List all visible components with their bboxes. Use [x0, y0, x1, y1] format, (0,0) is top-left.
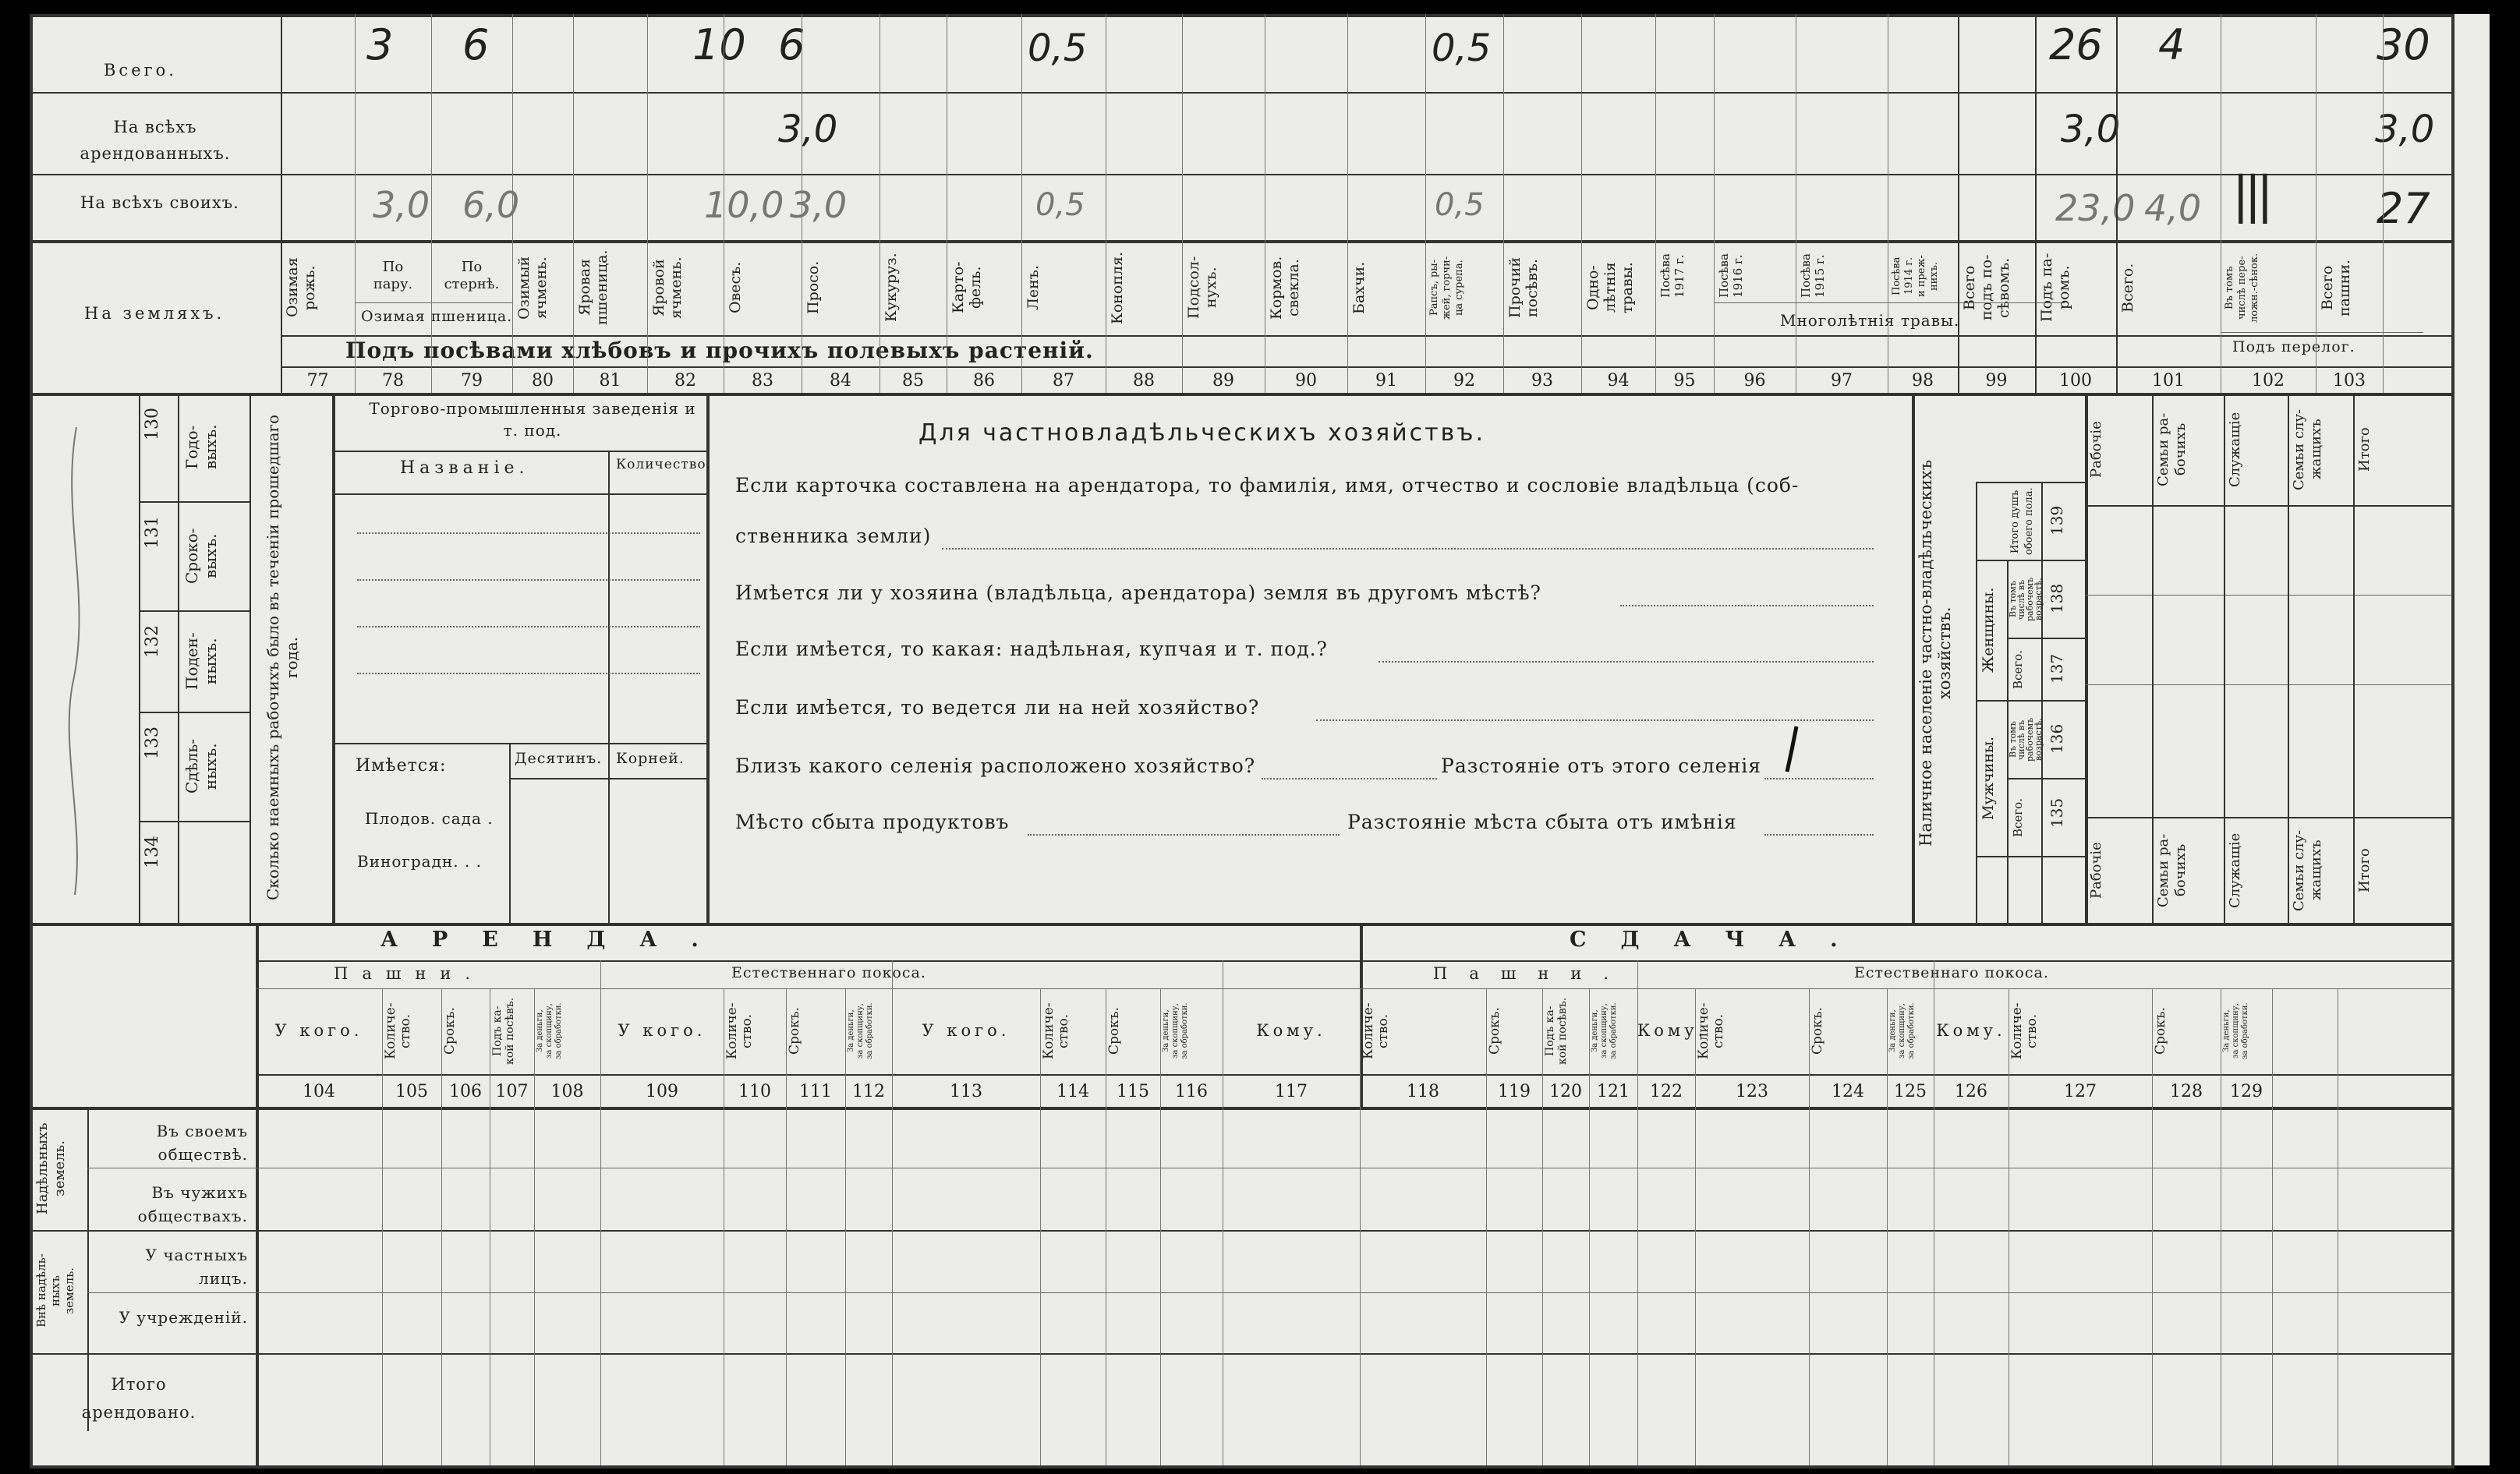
lease-num-113: 113 [950, 1082, 982, 1101]
crop-header-84: Просо. [805, 260, 822, 315]
lease-num-110: 110 [738, 1082, 771, 1101]
lease-col-110: Количе- ство. [724, 1002, 755, 1060]
lease-num-123: 123 [1736, 1082, 1768, 1101]
lease-col-122: Кому. [1637, 1021, 1708, 1040]
col-num-87: 87 [1053, 371, 1074, 391]
col-num-103: 103 [2333, 371, 2366, 391]
private-q4: Если имѣется, то ведется ли на ней хозяйство? [735, 696, 1260, 719]
lease-col-125: За деньги, за скопщину, за обработки. [1888, 1002, 1916, 1060]
col-num-85: 85 [902, 371, 924, 391]
lease-num-116: 116 [1175, 1082, 1208, 1101]
trade-title: Торгово-промышленныя заведенія и т. под. [369, 399, 696, 440]
staff-bottom-4: Итого [2356, 848, 2373, 893]
lease-num-128: 128 [2170, 1082, 2203, 1101]
trade-korney: Корней. [616, 750, 685, 767]
crop-header-86: Карто- фель. [950, 261, 984, 314]
col-num-94: 94 [1607, 371, 1630, 391]
lease-num-118: 118 [1407, 1082, 1439, 1101]
worker-num-134: 134 [143, 836, 162, 868]
staff-top-2: Служащіе [2227, 412, 2243, 487]
row-label-svoi: На всѣхъ своихъ. [80, 193, 239, 212]
private-q6b: Разстояніе мѣста сбыта отъ имѣнія [1347, 811, 1737, 833]
worker-num-132: 132 [143, 625, 162, 658]
col-num-82: 82 [674, 371, 696, 391]
private-q5a: Близъ какого селенія расположено хозяйство? [735, 755, 1256, 777]
lease-num-115: 115 [1117, 1082, 1149, 1101]
worker-label-130: Годо- выхъ. [182, 424, 220, 470]
crop-header-93: Прочий посѣвъ. [1506, 256, 1541, 319]
crop-header-87: Ленъ. [1025, 265, 1042, 310]
crop-header-90: Кормов. свекла. [1268, 256, 1302, 320]
sdacha-title: СДАЧА. [1570, 928, 1872, 952]
col-num-77: 77 [306, 371, 329, 391]
arenda-pashni: Пашни. [334, 964, 485, 983]
lease-num-109: 109 [646, 1082, 678, 1101]
crop-header-100: Подъ па- ромъ. [2038, 253, 2072, 323]
col-num-98: 98 [1912, 371, 1934, 391]
row-label-zemli: На земляхъ. [84, 304, 225, 323]
col-num-80: 80 [532, 371, 554, 391]
worker-num-130: 130 [143, 408, 162, 440]
worker-label-133: Сдѣль- ныхъ. [182, 738, 220, 794]
hired-workers-caption: Сколько наемныхъ рабочихъ было въ теченіи прошедшаго года. [264, 414, 301, 900]
pop-women-working: Въ томъ числѣ въ рабочемъ возрастѣ. [2008, 577, 2044, 622]
lease-num-126: 126 [1955, 1082, 1987, 1101]
worker-label-131: Сроко- выхъ. [182, 528, 220, 584]
crop-header-99: Всего подъ по- сѣвомъ. [1961, 254, 2012, 321]
pop-col-139: 139 [2048, 505, 2066, 536]
lease-num-112: 112 [852, 1082, 885, 1101]
lease-num-108: 108 [550, 1082, 584, 1101]
pen-mark [1776, 723, 1807, 778]
crop-header-78: По пару. [373, 259, 413, 292]
lease-num-125: 125 [1894, 1082, 1927, 1101]
lease-col-124: Срокъ. [1810, 1007, 1825, 1055]
crop-header-77: Озимая рожь. [284, 257, 318, 318]
crop-header-88: Конопля. [1109, 251, 1126, 324]
row-itogo-arendovano: Итого арендовано. [81, 1375, 196, 1422]
hw-vsego-100: 4 [2158, 20, 2186, 69]
lease-col-121: За деньги, за скопщину, за обработки. [1591, 1002, 1618, 1060]
pop-col-138: 138 [2048, 583, 2066, 614]
lease-col-126: Кому. [1936, 1021, 2006, 1040]
hw-arend-83: 3,0 [778, 108, 838, 151]
col-num-83: 83 [752, 371, 773, 391]
trade-desyatin: Десятинъ. [515, 750, 603, 767]
group-nadel-label: Надѣльныхъ земель. [34, 1122, 68, 1214]
pop-women-label: Женщины. [1980, 587, 1997, 673]
lease-col-119: Срокъ. [1487, 1007, 1502, 1055]
hw-vsego-77: 3 [366, 20, 394, 69]
winter-wheat-group-label: Озимая пшеница. [361, 308, 513, 325]
lease-col-111: Срокъ. [787, 1007, 802, 1055]
crop-header-101: Всего. [2119, 263, 2136, 313]
pop-total-label: Итого душъ обоего пола. [2009, 487, 2035, 556]
census-card [30, 14, 2490, 1465]
worker-num-131: 131 [143, 516, 162, 549]
hw-vsego-103: 30 [2377, 20, 2430, 69]
lease-col-109: У кого. [618, 1021, 706, 1040]
trade-sad: Плодов. сада . [365, 809, 494, 828]
lease-col-113: У кого. [922, 1021, 1010, 1040]
hw-svoi-86: 0,5 [1035, 187, 1085, 223]
worker-label-134 [182, 827, 245, 917]
staff-top-1: Семьи ра- бочихъ [2155, 412, 2189, 486]
col-num-84: 84 [830, 371, 851, 391]
arenda-title: АРЕНДА. [380, 928, 733, 952]
lease-col-104: У кого. [274, 1021, 363, 1040]
hw-vsego-99: 26 [2049, 20, 2103, 69]
pop-col-135: 135 [2048, 797, 2066, 829]
col-num-78: 78 [382, 371, 404, 391]
pencil-scribble [53, 419, 100, 903]
arenda-pokos: Естественнаго покоса. [731, 964, 926, 981]
lease-num-127: 127 [2064, 1082, 2097, 1101]
col-num-86: 86 [973, 371, 995, 391]
col-num-97: 97 [1831, 371, 1853, 391]
row-chuzhih-obsh: Въ чужихъ обществахъ. [137, 1183, 248, 1225]
crop-header-89: Подсол- нухъ. [1185, 256, 1219, 320]
hw-vsego-78: 6 [462, 20, 490, 69]
trade-vinograd: Виноградн. . . [357, 852, 483, 871]
staff-top-4: Итого [2356, 427, 2373, 472]
lease-num-124: 124 [1832, 1082, 1864, 1101]
private-q1a: Если карточка составлена на арендатора, то фамилія, имя, отчество и сословіе владѣльца (соб- [735, 474, 1800, 497]
crop-header-85: Кукуруз. [883, 253, 900, 323]
lease-num-129: 129 [2230, 1082, 2263, 1101]
lease-num-119: 119 [1498, 1082, 1531, 1101]
hw-svoi-83: 3,0 [790, 184, 848, 226]
lease-col-114: Количе- ство. [1041, 1002, 1071, 1060]
lease-col-116: За деньги, за скопщину, за обработки. [1162, 1002, 1189, 1060]
staff-bottom-2: Служащіе [2227, 832, 2243, 908]
pop-col-137: 137 [2048, 653, 2066, 684]
staff-top-3: Семьи слу- жащихъ [2291, 408, 2324, 490]
lease-num-111: 111 [799, 1082, 832, 1101]
row-chastnyh-lits: У частныхъ лицъ. [145, 1246, 248, 1288]
hw-vsego-86: 0,5 [1028, 27, 1088, 70]
hw-svoi-99: 23,0 [2055, 187, 2136, 229]
lease-col-115: Срокъ. [1106, 1007, 1122, 1055]
lease-col-123: Количе- ство. [1696, 1002, 1726, 1060]
lease-num-121: 121 [1597, 1082, 1630, 1101]
pop-col-136: 136 [2048, 723, 2066, 755]
crop-header-95: Посѣва 1917 г. [1658, 253, 1686, 299]
hw-arend-99: 3,0 [2061, 108, 2121, 151]
lease-col-112: За деньги, за скопщину, за обработки. [847, 1002, 874, 1060]
row-uchrezhdeniy: У учрежденій. [119, 1308, 248, 1327]
lease-col-105: Количе- ство. [383, 1002, 413, 1060]
lease-col-107: Подъ ка- кой посѣвъ. [491, 997, 516, 1066]
lease-col-127: Количе- ство. [2009, 1002, 2040, 1060]
lease-col-106: Срокъ. [442, 1007, 458, 1055]
col-num-91: 91 [1375, 371, 1397, 391]
hw-svoi-103: 27 [2377, 184, 2430, 233]
col-num-102: 102 [2252, 371, 2285, 391]
crop-header-97: Посѣва 1915 г. [1799, 253, 1827, 299]
col-num-100: 100 [2059, 371, 2092, 391]
private-q5b: Разстояніе отъ этого селенія [1441, 755, 1762, 777]
group-vne-nadel-label: Внѣ надѣль- ныхъ земель. [34, 1253, 76, 1328]
crop-header-92: Рапсъ, ры- жей, горчи- ца сурепа. [1428, 256, 1465, 320]
lease-num-104: 104 [303, 1082, 335, 1101]
worker-num-133: 133 [143, 726, 162, 759]
hw-svoi-100: 4,0 [2144, 187, 2202, 229]
sown-crops-banner: Подъ посѣвами хлѣбовъ и прочихъ полевыхъ растеній. [345, 338, 1094, 363]
crop-header-94: Одно- лѣтнія травы. [1584, 262, 1636, 313]
col-num-101: 101 [2152, 371, 2185, 391]
trade-name-col: Названіе. [400, 458, 529, 478]
hw-vsego-91: 0,5 [1432, 27, 1492, 70]
staff-bottom-0: Рабочіе [2088, 842, 2104, 899]
private-q2: Имѣется ли у хозяина (владѣльца, арендатора) земля въ другомъ мѣстѣ? [735, 581, 1541, 604]
hw-arend-103: 3,0 [2375, 108, 2435, 151]
lease-num-117: 117 [1275, 1082, 1308, 1101]
fallow-group-label: Подъ перелог. [2232, 338, 2355, 355]
crop-header-103: Всего пашни. [2319, 259, 2353, 316]
worker-label-132: Поден- ныхъ. [182, 632, 220, 690]
hw-vsego-82: 10 [692, 20, 746, 69]
lease-num-106: 106 [449, 1082, 482, 1101]
col-num-93: 93 [1531, 371, 1553, 391]
col-num-88: 88 [1133, 371, 1155, 391]
col-num-95: 95 [1673, 371, 1696, 391]
crop-header-81: Яровая пшеница. [576, 249, 611, 326]
perennial-grasses-label: Многолѣтнія травы. [1780, 311, 1960, 330]
staff-top-0: Рабочіе [2088, 421, 2104, 478]
crop-header-79: По стернѣ. [444, 259, 500, 292]
pop-men-total: Всего. [2011, 798, 2025, 837]
col-num-90: 90 [1295, 371, 1317, 391]
lease-col-128: Срокъ. [2153, 1007, 2168, 1055]
trade-imeetsya: Имѣется: [356, 756, 447, 776]
private-farm-title: Для частновладѣльческихъ хозяйствъ. [918, 419, 1486, 447]
private-q6a: Мѣсто сбыта продуктовъ [735, 811, 1010, 833]
hw-svoi-78: 6,0 [462, 184, 520, 226]
col-num-81: 81 [599, 371, 621, 391]
row-label-arend: На всѣхъ арендованныхъ. [80, 118, 231, 163]
crop-header-83: Овесъ. [727, 261, 744, 314]
lease-col-120: Подъ ка- кой посѣвъ. [1544, 997, 1569, 1066]
crop-header-102: Въ томъ числѣ пере- ложн.-сѣнок. [2224, 253, 2260, 323]
row-label-vsego: Всего. [104, 61, 177, 80]
col-num-96: 96 [1743, 371, 1766, 391]
lease-num-105: 105 [395, 1082, 428, 1101]
col-num-99: 99 [1985, 371, 2008, 391]
col-num-89: 89 [1212, 371, 1234, 391]
row-svoem-obsh: Въ своемъ обществѣ. [156, 1122, 248, 1164]
col-num-79: 79 [461, 371, 483, 391]
crop-header-96: Посѣва 1916 г. [1717, 253, 1745, 299]
col-num-92: 92 [1453, 371, 1475, 391]
staff-bottom-1: Семьи ра- бочихъ [2155, 833, 2189, 907]
lease-col-129: За деньги, за скопщину, за обработки. [2222, 1002, 2249, 1060]
pop-men-label: Мужчины. [1980, 736, 1997, 820]
staff-bottom-3: Семьи слу- жащихъ [2291, 829, 2324, 911]
pop-men-working: Въ томъ числѣ въ рабочемъ возрастѣ. [2008, 717, 2044, 762]
hw-svoi-91: 0,5 [1435, 187, 1485, 223]
sdacha-pashni: Пашни. [1433, 964, 1631, 983]
lease-num-114: 114 [1056, 1082, 1089, 1101]
lease-col-108: За деньги, за скопщину, за обработки. [536, 1002, 563, 1060]
trade-qty-col: Количество. [616, 457, 711, 472]
crop-header-91: Бахчи. [1350, 261, 1368, 314]
private-q1b: ственника земли) [735, 525, 932, 547]
population-caption: Наличное населеніе частно-владѣльческихъ хозяйствъ. [1917, 459, 1954, 847]
crop-header-80: Озимый ячмень. [515, 256, 550, 320]
lease-num-122: 122 [1650, 1082, 1683, 1101]
lease-col-117: Кому. [1256, 1021, 1326, 1040]
hw-svoi-77: 3,0 [373, 184, 430, 226]
sdacha-pokos: Естественнаго покоса. [1854, 964, 2049, 981]
private-q3: Если имѣется, то какая: надѣльная, купчая и т. под.? [735, 638, 1328, 660]
hw-svoi-82: 10,0 [704, 184, 784, 226]
hw-svoi-101-mark: ||| [2232, 167, 2269, 224]
crop-header-82: Яровой ячмень. [650, 256, 685, 319]
lease-col-118: Количе- ство. [1361, 1002, 1391, 1060]
lease-num-107: 107 [495, 1082, 529, 1101]
lease-num-120: 120 [1549, 1082, 1582, 1101]
pop-women-total: Всего. [2011, 650, 2025, 689]
crop-header-98: Посѣва 1914 г. и преж- нихъ. [1891, 255, 1940, 297]
hw-vsego-83: 6 [778, 20, 805, 69]
